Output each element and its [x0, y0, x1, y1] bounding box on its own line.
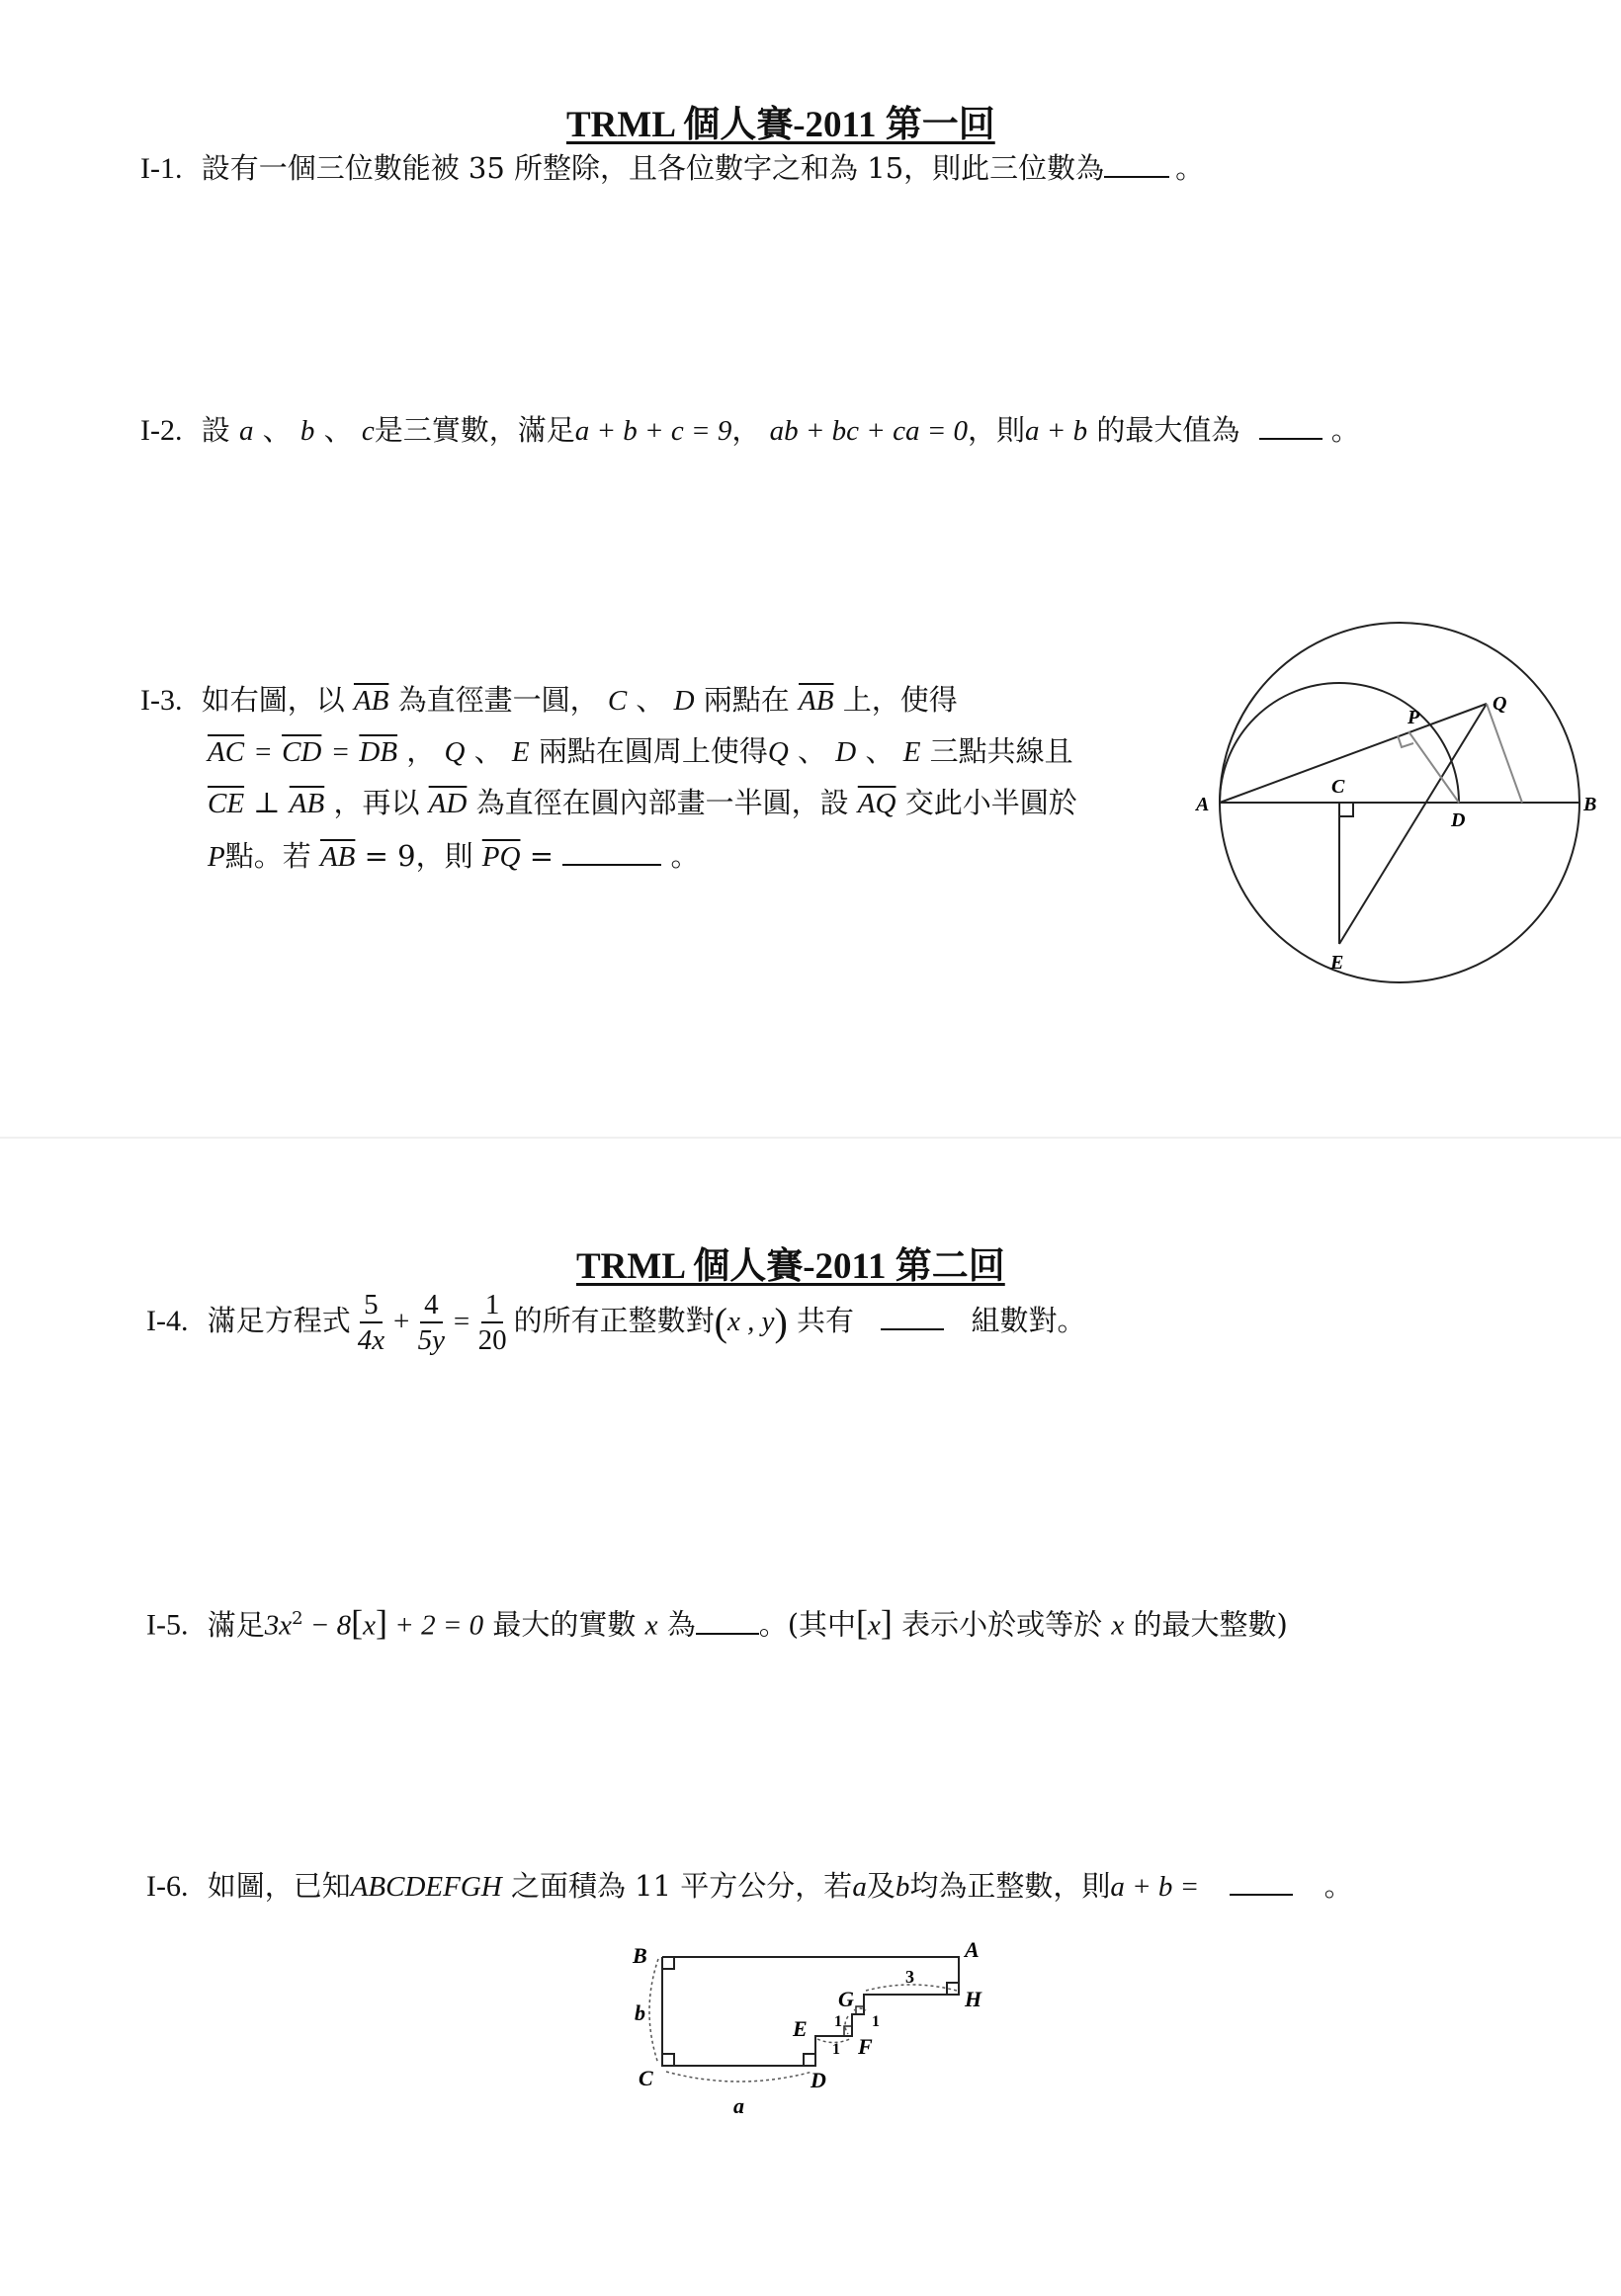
q6-polygon-name: ABCDEFGH — [350, 1871, 502, 1903]
question-1-end: 。 — [1175, 151, 1205, 185]
question-5-label: I-5. — [146, 1608, 189, 1642]
q2-text-4: 的最大值為 — [1096, 413, 1240, 447]
question-1-label: I-1. — [140, 152, 183, 185]
q2-expression: a + b — [1025, 415, 1088, 447]
q5-bracket-open-2: [ — [856, 1602, 869, 1643]
q4-text-3: 共有 — [797, 1304, 855, 1337]
q6-text-2: 之面積為 11 平方公分，若 — [510, 1869, 853, 1903]
q6-right-angle-b — [662, 1957, 674, 1969]
q6-label-one-1: 1 — [834, 2013, 842, 2030]
q5-text-2: 最大的實數 — [492, 1607, 637, 1642]
q3-label-b: B — [1583, 794, 1597, 815]
q4-paren-open: ( — [714, 1300, 727, 1344]
q6-brace-b — [649, 1959, 658, 2064]
q3-text-2b: 、 — [473, 734, 503, 768]
question-2 — [140, 410, 1360, 451]
q3-text-1a: 如右圖，以 — [201, 683, 345, 717]
question-3-line-1 — [140, 680, 958, 721]
question-3-label: I-3. — [140, 684, 183, 717]
q3-text-1d: 兩點在 — [703, 683, 790, 717]
q3-text-2b3: 、 — [865, 734, 895, 768]
q2-text-1: 設 — [201, 413, 230, 447]
q3-label-p: P — [1408, 707, 1420, 728]
q5-bracket-close-2: ] — [880, 1602, 893, 1643]
q3-text-1b: 為直徑畫一圓， — [397, 683, 599, 717]
q4-frac2-den: 5y — [417, 1324, 446, 1356]
q3-text-3c: 交此小半圓於 — [904, 786, 1077, 819]
q3-segment-cd: $\overline{CD}$ — [282, 736, 322, 768]
question-5-blank — [696, 1632, 759, 1635]
q6-label-f: F — [858, 2034, 873, 2059]
q3-segment-ab-3: $\overline{AB}$ — [289, 788, 325, 819]
q4-plus: + — [391, 1306, 411, 1337]
q3-point-q: Q — [444, 736, 466, 768]
question-6-figure — [623, 1927, 1018, 2145]
q2-sep-1: 、 — [262, 413, 292, 447]
q4-frac3-num: 1 — [481, 1288, 504, 1323]
q3-point-d: D — [673, 685, 695, 717]
q3-text-4a: 點。若 — [224, 839, 311, 873]
question-3-line-4 — [208, 836, 699, 877]
q6-var-a: a — [852, 1871, 867, 1903]
q5-text-5: 表示小於或等於 — [901, 1607, 1103, 1642]
q5-eq-c: + 2 = 0 — [387, 1609, 484, 1642]
q3-right-angle-p — [1398, 735, 1413, 747]
q6-end: 。 — [1323, 1869, 1353, 1903]
q6-right-angle-g — [856, 2006, 864, 2014]
q3-point-d-2: D — [835, 736, 857, 768]
q4-pair: x , y — [726, 1306, 775, 1337]
page-divider — [0, 1137, 1621, 1139]
q4-frac2-num: 4 — [420, 1288, 443, 1323]
q3-eq-1: = — [253, 736, 273, 768]
q3-text-2c: 兩點在圓周上使得 — [538, 734, 768, 768]
question-5 — [146, 1599, 1288, 1646]
q3-segment-db: $\overline{DB}$ — [359, 736, 398, 768]
q2-var-b: b — [299, 415, 315, 447]
q6-label-a: A — [965, 1937, 980, 1962]
q4-paren-close: ) — [774, 1300, 788, 1344]
question-1 — [140, 148, 1204, 189]
q5-bracket-close: ] — [376, 1602, 387, 1643]
q3-segment-ad: $\overline{AD}$ — [428, 788, 468, 819]
q6-label-d: D — [810, 2068, 826, 2092]
q6-label-side-a: a — [733, 2093, 744, 2118]
q6-expression: a + b = — [1110, 1871, 1200, 1903]
q3-segment-ac: $\overline{AC}$ — [208, 736, 245, 768]
q3-label-d: D — [1451, 809, 1466, 831]
q6-label-one-2: 1 — [872, 2013, 880, 2030]
q2-var-a: a — [238, 415, 254, 447]
q6-label-h: H — [965, 1987, 982, 2011]
q2-text-2: 是三實數，滿足 — [374, 413, 575, 447]
q6-brace-1a — [845, 2016, 848, 2034]
q5-eq-b: − 8 — [302, 1609, 352, 1642]
q3-eq-2: = — [330, 736, 351, 768]
q3-segment-ce: $\overline{CE}$ — [208, 788, 245, 819]
q3-segment-ab: $\overline{AB}$ — [353, 685, 389, 717]
q3-text-2d: 三點共線且 — [929, 734, 1073, 768]
q3-segment-ab-4: $\overline{AB}$ — [319, 841, 356, 873]
q4-text-4: 組數對。 — [971, 1304, 1086, 1337]
q3-segment-ab-2: $\overline{AB}$ — [799, 685, 834, 717]
q6-label-one-3: 1 — [832, 2041, 840, 2058]
q3-text-4c: = — [529, 839, 554, 873]
q3-text-3a: ，再以 — [333, 786, 420, 819]
q3-label-q: Q — [1493, 693, 1507, 715]
q4-frac3-den: 20 — [477, 1324, 507, 1356]
q3-label-e: E — [1330, 952, 1344, 974]
q6-label-e: E — [793, 2016, 808, 2041]
q3-end: 。 — [670, 839, 700, 873]
q6-label-b: B — [633, 1943, 647, 1968]
q2-equation-1: a + b + c = 9 — [574, 415, 732, 447]
q6-right-angle-c — [662, 2054, 674, 2066]
q2-sep-2: 、 — [323, 413, 353, 447]
q3-text-4b: = 9，則 — [364, 839, 473, 873]
q5-text-1: 滿足 — [207, 1607, 265, 1642]
q3-text-1c: 、 — [636, 683, 665, 717]
question-4-label: I-4. — [146, 1305, 189, 1337]
q4-frac1-num: 5 — [360, 1288, 383, 1323]
q3-text-1e: 上，使得 — [842, 683, 958, 717]
q3-point-e: E — [511, 736, 530, 768]
q2-comma: ， — [731, 413, 761, 447]
question-3-blank — [562, 863, 661, 866]
question-2-label: I-2. — [140, 414, 183, 447]
q6-text-4: 均為正整數，則 — [909, 1869, 1111, 1903]
q6-polygon — [662, 1957, 959, 2066]
q3-perp: ⊥ — [253, 786, 281, 819]
question-1-blank — [1104, 175, 1169, 178]
q5-var-x: x — [644, 1609, 658, 1642]
question-2-blank — [1259, 437, 1322, 440]
q2-var-c: c — [361, 415, 375, 447]
q3-text-3b: 為直徑在圓內部畫一半圓，設 — [475, 786, 849, 819]
q3-point-q-2: Q — [767, 736, 789, 768]
q3-point-c: C — [607, 685, 628, 717]
q3-text-2a: ， — [406, 734, 436, 768]
question-6-blank — [1230, 1893, 1293, 1896]
question-6-label: I-6. — [146, 1870, 189, 1903]
question-6 — [146, 1866, 1353, 1907]
q2-text-3: ，則 — [968, 413, 1026, 447]
q3-label-a: A — [1196, 794, 1210, 815]
question-3-figure — [1196, 652, 1597, 978]
q2-equation-2: ab + bc + ca = 0 — [769, 415, 969, 447]
q5-text-4: 。(其中 — [758, 1607, 857, 1642]
q6-var-b: b — [895, 1871, 910, 1903]
q5-superscript: 2 — [292, 1608, 303, 1629]
q6-label-c: C — [639, 2066, 653, 2090]
q4-fraction-2 — [414, 1288, 449, 1357]
round2-title: TRML 個人賽-2011 第二回 — [576, 1246, 1005, 1287]
q3-point-p: P — [208, 841, 225, 873]
q3-segment-aq: $\overline{AQ}$ — [857, 788, 896, 819]
q5-floor-x-2: x — [868, 1609, 881, 1642]
q3-point-e-2: E — [902, 736, 921, 768]
question-3-line-2 — [208, 731, 1073, 772]
q4-fraction-1 — [354, 1288, 388, 1357]
q5-eq-a: 3x — [264, 1609, 293, 1642]
q4-text-2: 的所有正整數對 — [513, 1304, 715, 1337]
q6-label-g: G — [838, 1987, 854, 2011]
q6-text-3: 及 — [866, 1869, 896, 1903]
q3-label-c: C — [1331, 776, 1345, 798]
q5-var-x-2: x — [1111, 1609, 1125, 1642]
q6-label-side-b: b — [635, 2000, 645, 2025]
q3-right-angle-c — [1339, 803, 1353, 816]
q4-frac1-den: 4x — [357, 1324, 385, 1356]
q4-text-1: 滿足方程式 — [207, 1304, 351, 1337]
q3-line-qb — [1487, 704, 1522, 803]
q4-equals: = — [452, 1306, 471, 1337]
question-3-line-3 — [208, 783, 1077, 823]
q4-fraction-3 — [474, 1288, 511, 1357]
q3-line-aq — [1220, 704, 1487, 803]
question-1-text: 設有一個三位數能被 35 所整除，且各位數字之和為 15，則此三位數為 — [201, 151, 1105, 185]
q2-end: 。 — [1330, 413, 1360, 447]
q6-brace-a — [666, 2072, 812, 2082]
q5-bracket-open: [ — [351, 1602, 364, 1643]
question-4 — [146, 1281, 1085, 1362]
q3-line-pd — [1408, 731, 1459, 803]
q6-label-three: 3 — [905, 1967, 914, 1987]
q5-text-3: 為 — [666, 1607, 696, 1642]
q6-text-1: 如圖，已知 — [207, 1869, 351, 1903]
q5-text-6: 的最大整數) — [1133, 1607, 1288, 1642]
q6-right-angle-d — [804, 2054, 815, 2066]
q3-text-2b2: 、 — [798, 734, 827, 768]
q3-segment-pq: $\overline{PQ}$ — [481, 841, 521, 873]
question-4-blank — [881, 1327, 944, 1330]
round1-title: TRML 個人賽-2011 第一回 — [566, 105, 995, 145]
q5-floor-x: x — [363, 1609, 376, 1642]
